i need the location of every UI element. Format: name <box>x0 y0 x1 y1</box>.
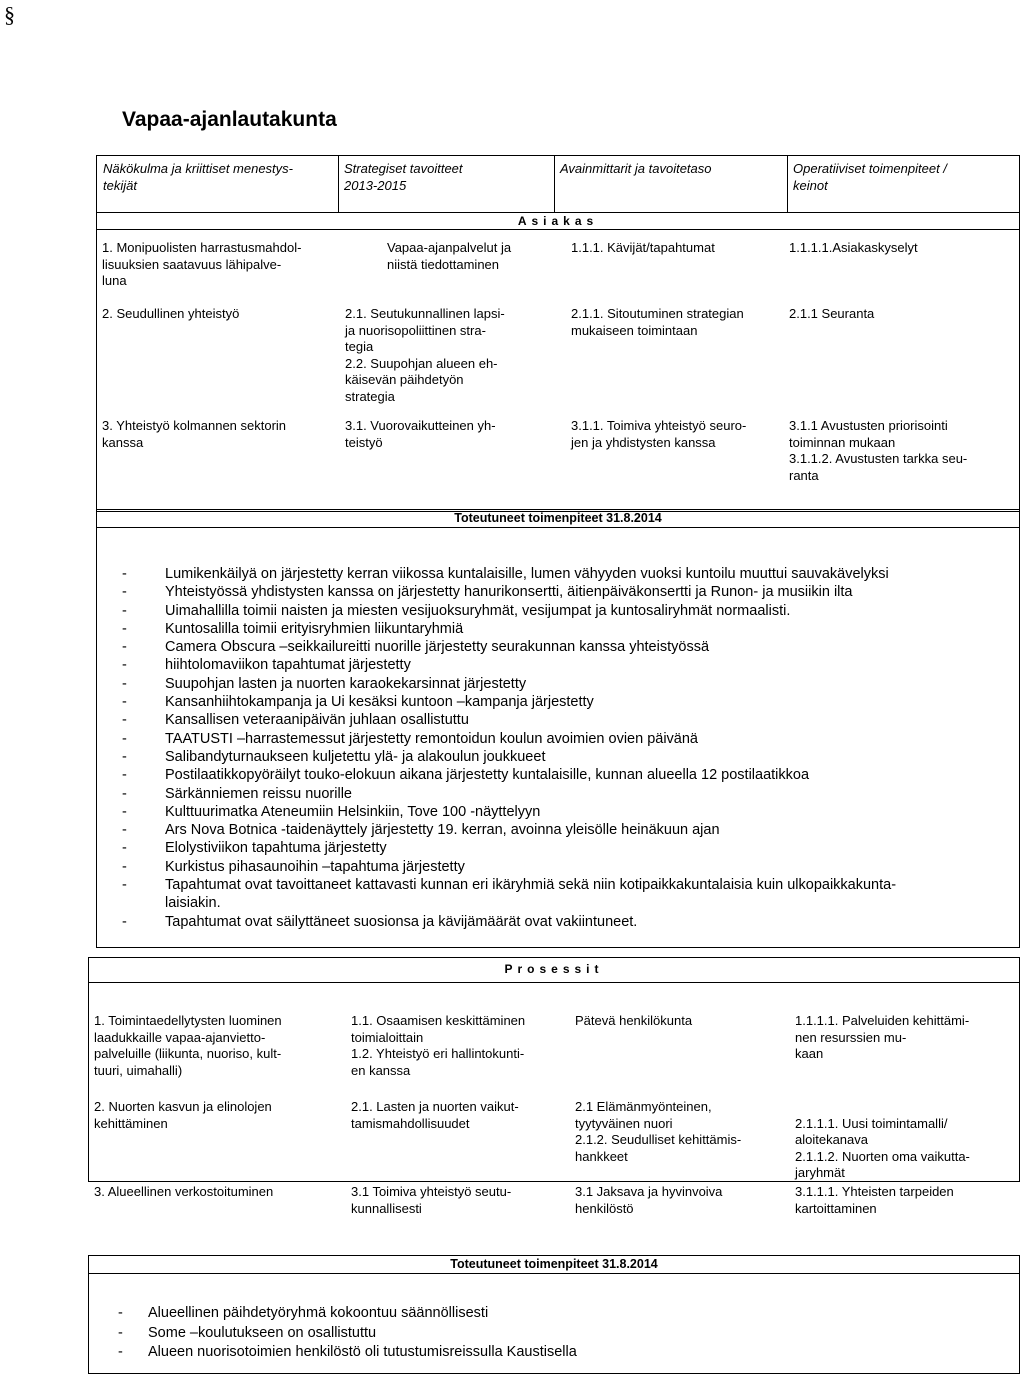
section-symbol: § <box>4 2 15 27</box>
list-item: - Some –koulutukseen on osallistuttu <box>118 1324 998 1344</box>
prosessit-row1-goal: 1.1. Osaamisen keskittäminen toimialoittain 1.2. Yhteistyö eri hallintokunti- en kanssa <box>351 1013 526 1078</box>
asiakas-row1-perspective: 1. Monipuolisten harrastusmahdol- lisuuksien saatavuus lähipalve- luna <box>102 240 302 288</box>
list-item: - Uimahallilla toimii naisten ja miesten vesijuoksuryhmät, vesijumpat ja kuntosaliryhmät normaalisti. <box>122 602 1012 620</box>
asiakas-row3-metric: 3.1.1. Toimiva yhteistyö seuro- jen ja yhdistysten kanssa <box>571 418 747 450</box>
list-item: - Suupohjan lasten ja nuorten karaokekarsinnat järjestetty <box>122 675 1012 693</box>
asiakas-row3-perspective: 3. Yhteistyö kolmannen sektorin kanssa <box>102 418 287 450</box>
prosessit-row1-action: 1.1.1.1. Palveluiden kehittämi- nen resurssien mu- kaan <box>795 1013 970 1061</box>
prosessit-implemented-list <box>118 1304 998 1363</box>
prosessit-row3-metric: 3.1 Jaksava ja hyvinvoiva henkilöstö <box>575 1184 723 1216</box>
asiakas-implemented-heading: Toteutuneet toimenpiteet 31.8.2014 <box>96 509 1020 528</box>
header-perspective: Näkökulma ja kriittiset menestys- tekijät <box>103 161 293 193</box>
list-item: - Kuntosalilla toimii erityisryhmien liikuntaryhmiä <box>122 620 1012 638</box>
list-item: - Kansanhiihtokampanja ja Ui kesäksi kuntoon –kampanja järjestetty <box>122 693 1012 711</box>
prosessit-row1-perspective: 1. Toimintaedellytysten luominen laadukkaille vapaa-ajanvietto- palveluille (liikunta, nuoriso, kult- tuuri, uimahalli) <box>94 1013 282 1078</box>
prosessit-row2-perspective: 2. Nuorten kasvun ja elinolojen kehittäminen <box>94 1099 272 1131</box>
asiakas-row2-metric: 2.1.1. Sitoutuminen strategian mukaiseen toimintaan <box>571 306 744 338</box>
list-item: - Kansallisen veteraanipäivän juhlaan osallistuttu <box>122 711 1012 729</box>
asiakas-row1-metric: 1.1.1. Kävijät/tapahtumat <box>571 240 715 255</box>
list-item: - Elolystiviikon tapahtuma järjestetty <box>122 839 1012 857</box>
prosessit-band: Prosessit <box>89 958 1019 983</box>
asiakas-band: Asiakas <box>97 213 1019 230</box>
prosessit-row3-goal: 3.1 Toimiva yhteistyö seutu- kunnallisesti <box>351 1184 512 1216</box>
asiakas-row2-action: 2.1.1 Seuranta <box>789 306 875 321</box>
header-key-metrics: Avainmittarit ja tavoitetaso <box>560 161 712 176</box>
list-item: - Yhteistyössä yhdistysten kanssa on järjestetty hanurikonsertti, äitienpäiväkonsertti ja Runon- ja musiikin ilta <box>122 583 1012 601</box>
prosessit-row1-metric: Pätevä henkilökunta <box>575 1013 693 1028</box>
list-item: - TAATUSTI –harrastemessut järjestetty remontoidun koulun avoimien ovien päivänä <box>122 730 1012 748</box>
list-item: - Camera Obscura –seikkailureitti nuorille järjestetty seurakunnan kanssa yhteistyössä <box>122 638 1012 656</box>
header-operative-actions: Operatiiviset toimenpiteet / keinot <box>793 161 947 193</box>
prosessit-implemented-heading: Toteutuneet toimenpiteet 31.8.2014 <box>88 1255 1020 1274</box>
asiakas-row1-action: 1.1.1.1.Asiakaskyselyt <box>789 240 918 255</box>
list-item: - Salibandyturnaukseen kuljetettu ylä- ja alakoulun joukkueet <box>122 748 1012 766</box>
asiakas-row2-perspective: 2. Seudullinen yhteistyö <box>102 306 240 321</box>
list-item: - Alueellinen päihdetyöryhmä kokoontuu säännöllisesti <box>118 1304 998 1324</box>
prosessit-row2-action: 2.1.1.1. Uusi toimintamalli/ aloitekanava 2.1.1.2. Nuorten oma vaikutta- jaryhmät <box>795 1115 970 1180</box>
table-header-row <box>97 156 1019 213</box>
list-item: - Ars Nova Botnica -taidenäyttely järjestetty 19. kerran, avoinna yleisölle heinäkuun ajan <box>122 821 1012 839</box>
list-item: - Tapahtumat ovat tavoittaneet kattavasti kunnan eri ikäryhmiä sekä niin kotipaikkakuntalaisia kuin ulkopaikkakunta- laisiakin. <box>122 876 1012 913</box>
asiakas-row2-goal: 2.1. Seutukunnallinen lapsi- ja nuorisopoliittinen stra- tegia 2.2. Suupohjan alueen eh- käisevän päihdetyön strategia <box>345 306 505 404</box>
asiakas-row3-action: 3.1.1 Avustusten priorisointi toiminnan mukaan 3.1.1.2. Avustusten tarkka seu- ranta <box>789 418 968 483</box>
list-item: - hiihtolomaviikon tapahtumat järjestetty <box>122 656 1012 674</box>
list-item: - Särkänniemen reissu nuorille <box>122 785 1012 803</box>
prosessit-row2-metric: 2.1 Elämänmyönteinen, tyytyväinen nuori 2.1.2. Seudulliset kehittämis- hankkeet <box>575 1099 742 1164</box>
list-item: - Tapahtumat ovat säilyttäneet suosionsa ja kävijämäärät ovat vakiintuneet. <box>122 913 1012 931</box>
prosessit-table <box>88 957 1020 1216</box>
prosessit-row3-action: 3.1.1.1. Yhteisten tarpeiden kartoittaminen <box>795 1184 954 1216</box>
page-title: Vapaa-ajanlautakunta <box>122 108 337 131</box>
list-item: - Kulttuurimatka Ateneumiin Helsinkiin, Tove 100 -näyttelyyn <box>122 803 1012 821</box>
header-strategic-goals: Strategiset tavoitteet 2013-2015 <box>344 161 463 193</box>
asiakas-row3-goal: 3.1. Vuorovaikutteinen yh- teistyö <box>345 418 496 450</box>
asiakas-table <box>96 155 1020 512</box>
asiakas-row1-goal: Vapaa-ajanpalvelut ja niistä tiedottaminen <box>387 240 512 272</box>
prosessit-row2-goal: 2.1. Lasten ja nuorten vaikut- tamismahdollisuudet <box>351 1099 519 1131</box>
list-item: - Alueen nuorisotoimien henkilöstö oli tutustumisreissulla Kaustisella <box>118 1343 998 1363</box>
prosessit-row3-perspective: 3. Alueellinen verkostoituminen <box>94 1184 274 1199</box>
list-item: - Lumikenkäilyä on järjestetty kerran viikossa kuntalaisille, lumen vähyyden vuoksi kuntoilu muuttui sauvakävelyksi <box>122 565 1012 583</box>
list-item: - Postilaatikkopyöräilyt touko-elokuun aikana järjestetty kuntalaisille, kunnan alueella 12 postilaatikkoa <box>122 766 1012 784</box>
list-item: - Kurkistus pihasaunoihin –tapahtuma järjestetty <box>122 858 1012 876</box>
asiakas-implemented-list <box>122 565 1012 931</box>
